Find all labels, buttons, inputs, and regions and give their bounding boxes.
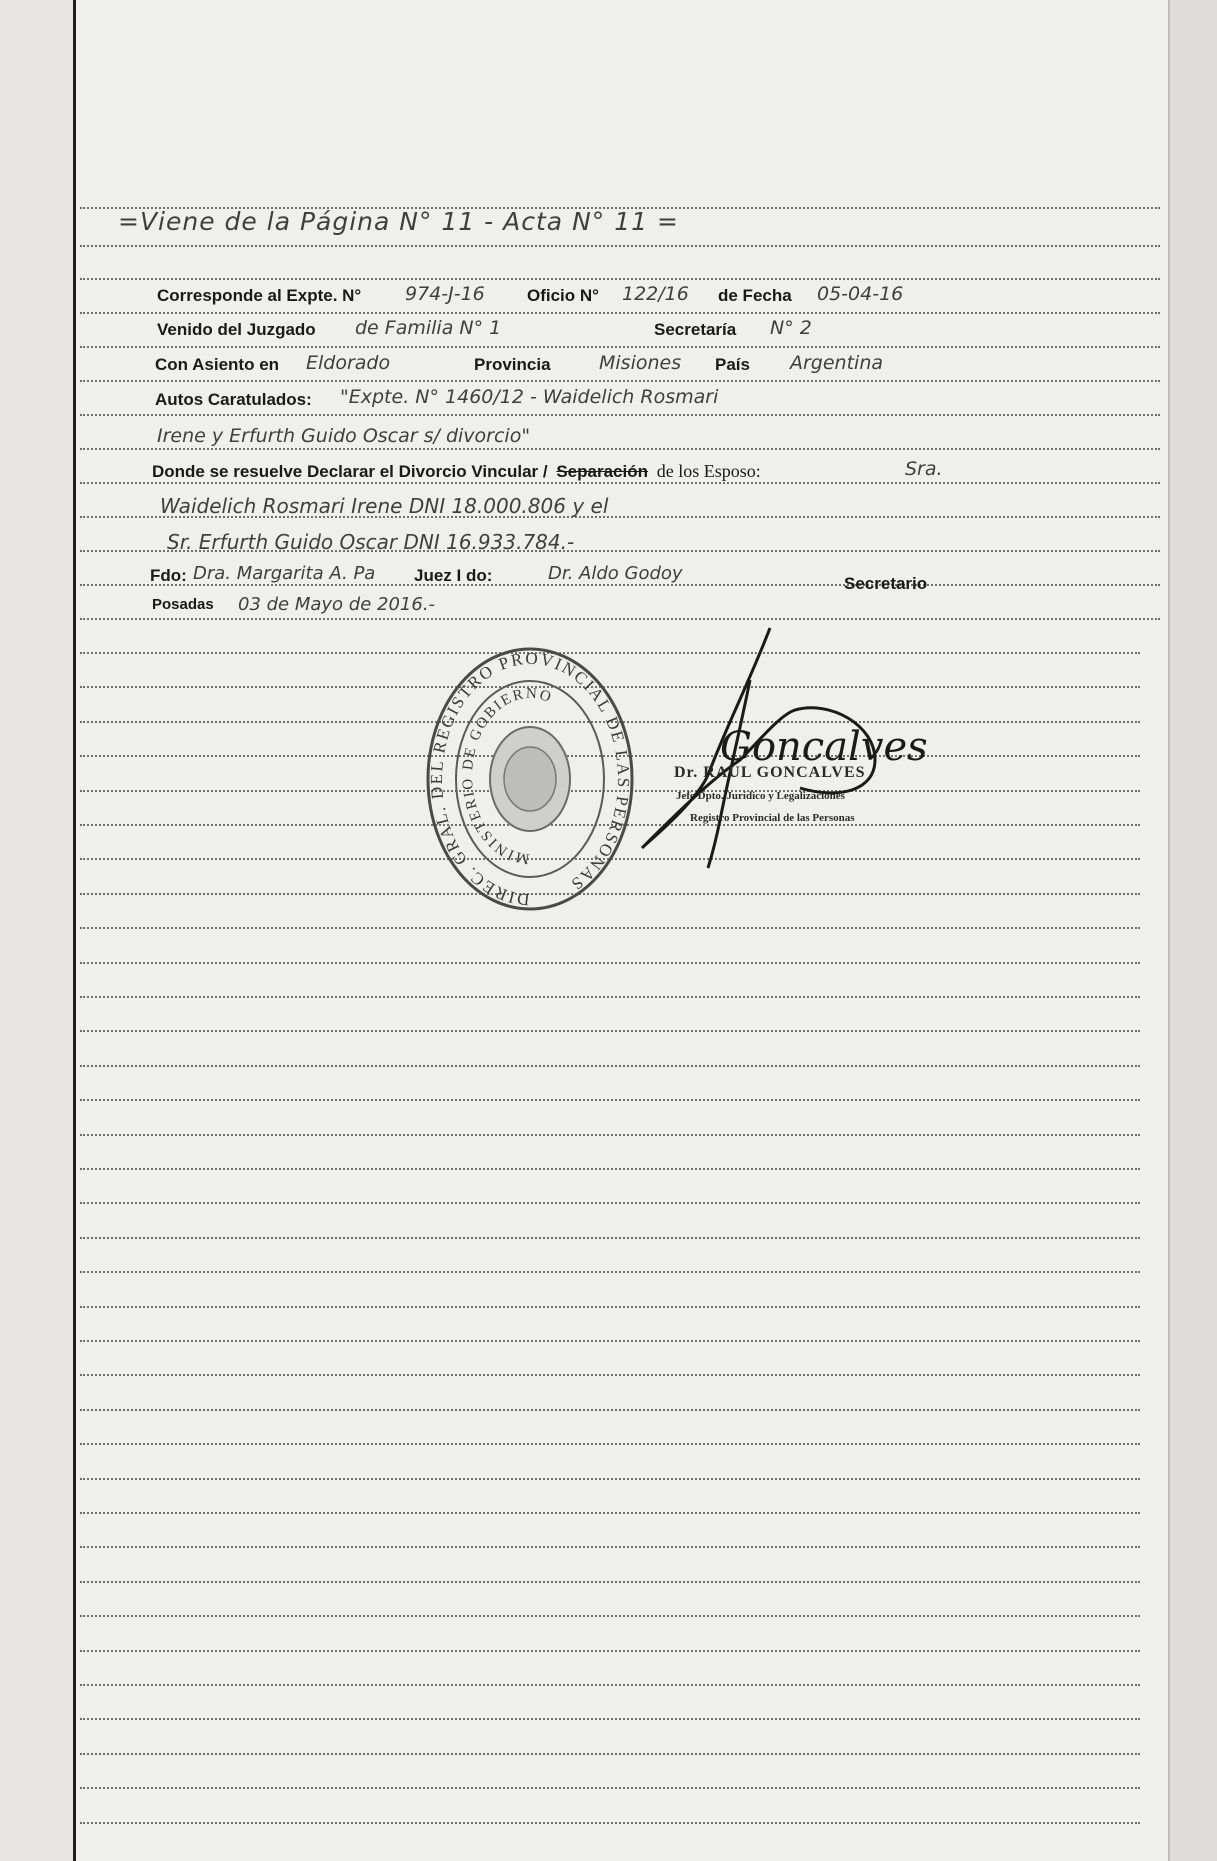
margin-line (73, 0, 76, 1861)
pais-label: País (715, 355, 750, 374)
ruled-line (80, 1306, 1140, 1308)
stamp-office: Registro Provincial de las Personas (690, 812, 855, 824)
ruled-line (80, 1512, 1140, 1514)
ruled-line (80, 1340, 1140, 1342)
header-note: =Viene de la Página N° 11 - Acta N° 11 = (118, 207, 679, 236)
signature-block (630, 620, 930, 870)
asiento-label: Con Asiento en (155, 355, 280, 374)
ruled-line (80, 278, 1160, 280)
ruled-line (80, 1134, 1140, 1136)
autos-value-1: "Expte. N° 1460/12 - Waidelich Rosmari (340, 386, 719, 408)
secretario-label: Secretario (844, 574, 928, 593)
page-edge (1168, 0, 1217, 1861)
ruled-line (80, 1030, 1140, 1032)
signature-text: Goncalves (720, 724, 928, 770)
ruled-line (80, 1718, 1140, 1720)
ruled-line (80, 1374, 1140, 1376)
ruled-line (80, 1546, 1140, 1548)
ruled-line (80, 1684, 1140, 1686)
oficio-label: Oficio N° (527, 286, 599, 305)
donde-print: Donde se resuelve Declarar el Divorcio Vincular / (152, 462, 548, 481)
ruled-line (80, 1065, 1140, 1067)
ruled-line (80, 962, 1140, 964)
ruled-line (80, 927, 1140, 929)
donde-label (152, 461, 761, 482)
ruled-line (80, 380, 1160, 382)
ruled-line (80, 618, 1160, 620)
esposos-value-1: Sra. (905, 458, 943, 480)
fecha-value: 05-04-16 (817, 283, 904, 305)
oficio-value: 122/16 (622, 283, 689, 305)
fecha-label: de Fecha (718, 286, 792, 305)
ruled-line (80, 1168, 1140, 1170)
stamp-name: Dr. RAUL GONCALVES (674, 764, 866, 781)
ruled-line (80, 245, 1160, 247)
seal-inner-text: MINISTERIO DE GOBIERNO (459, 685, 555, 867)
esposos-label: de los Esposo: (656, 461, 761, 481)
ruled-line (80, 1237, 1140, 1239)
ruled-line (80, 1581, 1140, 1583)
secretaria-label: Secretaría (654, 320, 737, 339)
official-seal (425, 646, 635, 912)
juez-label: Juez I do: (414, 566, 493, 585)
ruled-line (80, 1271, 1140, 1273)
donde-strike: Separación (556, 462, 648, 481)
ruled-line (80, 482, 1160, 484)
fdo-label: Fdo: (150, 566, 187, 585)
provincia-value: Misiones (599, 352, 682, 374)
ruled-line (80, 1443, 1140, 1445)
corresponde-value: 974-J-16 (405, 283, 485, 305)
posadas-label: Posadas (152, 596, 214, 613)
signature-icon (630, 620, 930, 870)
ruled-line (80, 448, 1160, 450)
corresponde-label: Corresponde al Expte. N° (157, 286, 362, 305)
ruled-line (80, 1409, 1140, 1411)
pais-value: Argentina (790, 352, 884, 374)
asiento-value: Eldorado (306, 352, 391, 374)
ruled-line (80, 346, 1160, 348)
autos-value-2: Irene y Erfurth Guido Oscar s/ divorcio" (157, 425, 531, 447)
seal-outer-text: DIREC. GRAL. DEL REGISTRO PROVINCIAL DE LAS PERSONAS (427, 648, 634, 910)
ruled-line (80, 1202, 1140, 1204)
ruled-line (80, 414, 1160, 416)
ruled-line (80, 996, 1140, 998)
esposos-value-2: Waidelich Rosmari Irene DNI 18.000.806 y el (160, 494, 609, 518)
juez-value: Dr. Aldo Godoy (548, 563, 683, 584)
ruled-line (80, 312, 1160, 314)
ruled-line (80, 1099, 1140, 1101)
posadas-value: 03 de Mayo de 2016.- (238, 594, 436, 615)
ruled-line (80, 1753, 1140, 1755)
juzgado-label: Venido del Juzgado (157, 320, 316, 339)
juzgado-value: de Familia N° 1 (355, 317, 502, 339)
provincia-label: Provincia (474, 355, 551, 374)
fdo-value: Dra. Margarita A. Pa (193, 563, 376, 584)
ruled-line (80, 1787, 1140, 1789)
ruled-line (80, 584, 1160, 586)
ruled-line (80, 1615, 1140, 1617)
stamp-role: Jefe Dpto. Jurídico y Legalizaciones (676, 790, 845, 802)
ruled-line (80, 1478, 1140, 1480)
binding-strip (0, 0, 73, 1861)
ruled-line (80, 1822, 1140, 1824)
seal-icon (425, 646, 635, 912)
autos-label: Autos Caratulados: (155, 390, 312, 409)
secretaria-value: N° 2 (770, 317, 812, 339)
esposos-value-3: Sr. Erfurth Guido Oscar DNI 16.933.784.- (167, 530, 575, 554)
ruled-line (80, 1650, 1140, 1652)
